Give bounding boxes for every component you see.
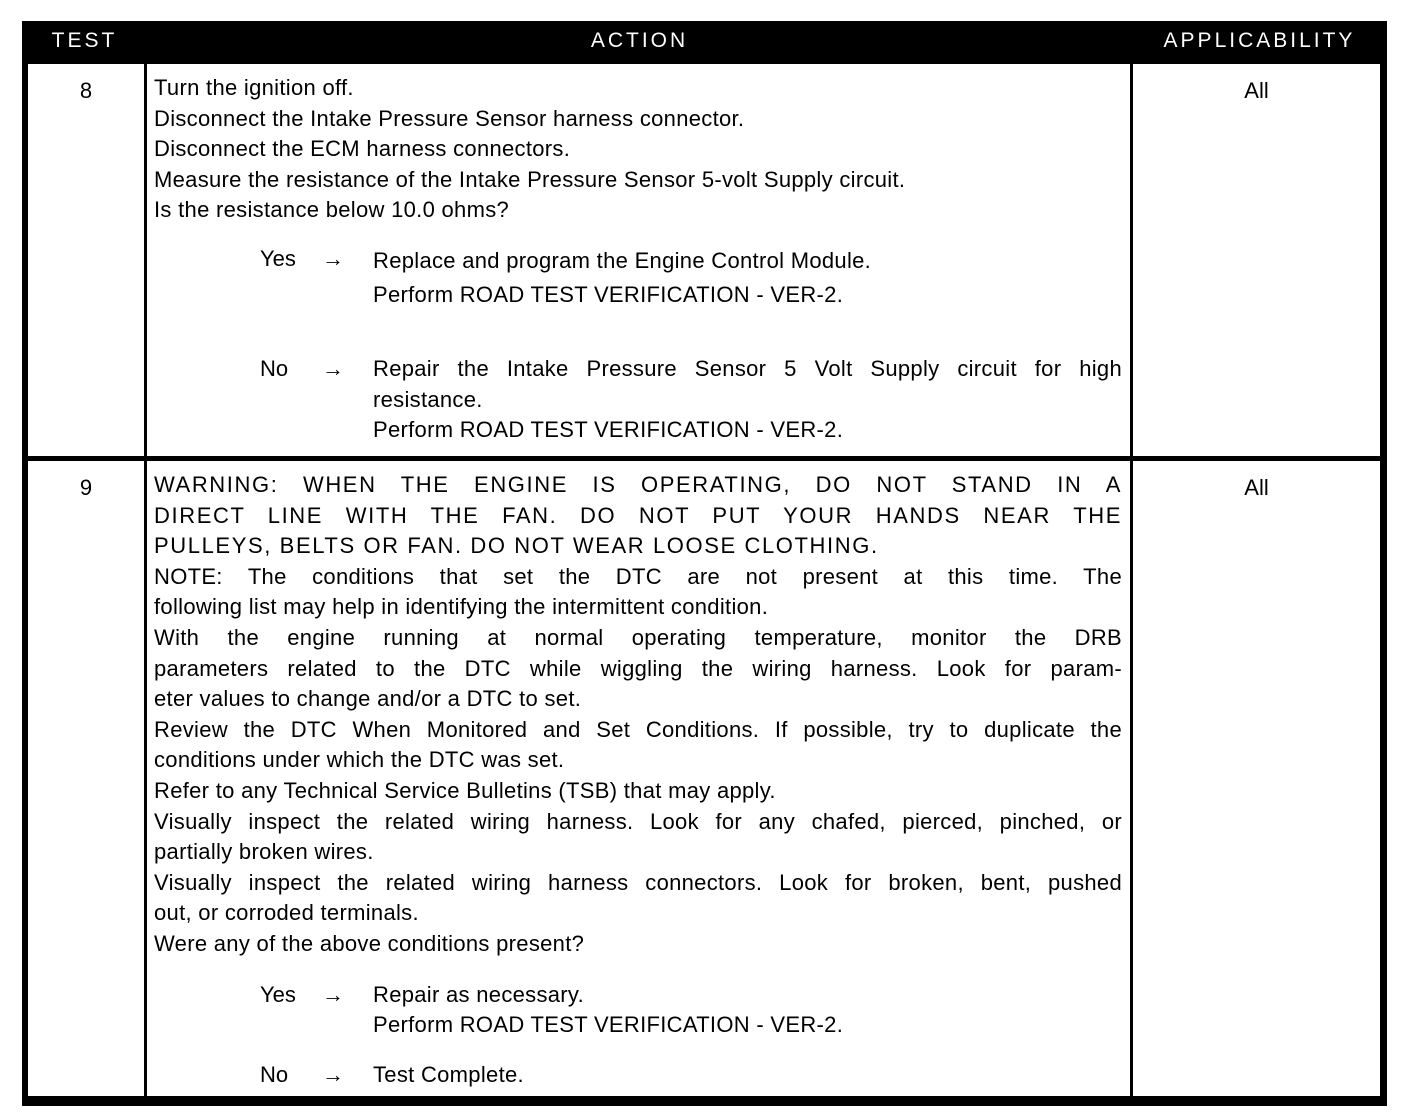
note-line: NOTE: The conditions that set the DTC are not present at this time. The <box>154 563 1122 589</box>
action-step: With the engine running at normal operating temperature, monitor the DRB <box>154 624 1122 650</box>
applicability-value: All <box>1244 475 1269 500</box>
warning-line: DIRECT LINE WITH THE FAN. DO NOT PUT YOUR HANDS NEAR THE <box>154 502 1122 528</box>
test-number: 8 <box>79 78 93 103</box>
table-header <box>22 21 1387 61</box>
action-step: Disconnect the Intake Pressure Sensor harness connector. <box>154 105 745 131</box>
no-branch <box>154 354 1122 443</box>
header-test: TEST <box>51 29 118 52</box>
action-step: parameters related to the DTC while wiggling the wiring harness. Look for param- <box>154 655 1122 681</box>
applicability-cell-8 <box>1133 64 1380 456</box>
yes-outcome: Repair as necessary. <box>373 981 585 1007</box>
action-cell-8 <box>147 64 1130 456</box>
yes-outcome: Replace and program the Engine Control Module. <box>373 247 872 273</box>
yes-outcome: Perform ROAD TEST VERIFICATION - VER-2. <box>373 281 844 307</box>
right-arrow-icon: → <box>322 355 344 381</box>
yes-branch <box>154 980 1122 1038</box>
test-cell-9 <box>28 461 144 1096</box>
action-step: Review the DTC When Monitored and Set Conditions. If possible, try to duplicate the <box>154 716 1122 742</box>
action-cell-9 <box>147 461 1130 1096</box>
no-outcome: Test Complete. <box>373 1061 524 1087</box>
action-step: Turn the ignition off. <box>154 75 354 100</box>
applicability-cell-9 <box>1133 461 1380 1096</box>
applicability-value: All <box>1244 78 1269 103</box>
yes-label: Yes <box>260 981 296 1007</box>
header-applicability: APPLICABILITY <box>1163 29 1356 52</box>
no-label: No <box>260 355 289 381</box>
yes-label: Yes <box>260 245 296 271</box>
action-step: partially broken wires. <box>154 839 374 865</box>
warning-line: PULLEYS, BELTS OR FAN. DO NOT WEAR LOOSE CLOTHING. <box>154 533 879 559</box>
warning-line: WARNING: WHEN THE ENGINE IS OPERATING, DO NOT STAND IN A <box>154 472 1122 497</box>
no-label: No <box>260 1061 289 1087</box>
right-arrow-icon: → <box>322 981 344 1007</box>
action-step: Measure the resistance of the Intake Pressure Sensor 5-volt Supply circuit. <box>154 166 906 192</box>
action-step: Visually inspect the related wiring harness. Look for any chafed, pierced, pinched, or <box>154 808 1122 834</box>
action-step: Visually inspect the related wiring harness connectors. Look for broken, bent, pushed <box>154 869 1122 895</box>
right-arrow-icon: → <box>322 1061 344 1087</box>
header-action: ACTION <box>590 29 689 52</box>
test-number: 9 <box>79 475 93 500</box>
no-branch <box>154 1060 1122 1090</box>
yes-branch <box>154 244 1122 307</box>
action-step: Refer to any Technical Service Bulletins (TSB) that may apply. <box>154 777 776 803</box>
action-step: Disconnect the ECM harness connectors. <box>154 136 571 162</box>
no-outcome: Perform ROAD TEST VERIFICATION - VER-2. <box>373 417 844 443</box>
note-line: following list may help in identifying the intermittent condition. <box>154 594 769 620</box>
no-outcome: resistance. <box>373 386 483 412</box>
right-arrow-icon: → <box>322 245 344 271</box>
yes-outcome: Perform ROAD TEST VERIFICATION - VER-2. <box>373 1012 844 1038</box>
action-step: Were any of the above conditions present? <box>154 930 585 956</box>
action-step: Is the resistance below 10.0 ohms? <box>154 197 510 223</box>
action-step: eter values to change and/or a DTC to set. <box>154 686 582 712</box>
action-step: conditions under which the DTC was set. <box>154 747 565 773</box>
diagnostic-table <box>22 21 1387 1106</box>
test-cell-8 <box>28 64 144 456</box>
no-outcome: Repair the Intake Pressure Sensor 5 Volt Supply circuit for high <box>373 355 1122 381</box>
action-step: out, or corroded terminals. <box>154 900 419 926</box>
